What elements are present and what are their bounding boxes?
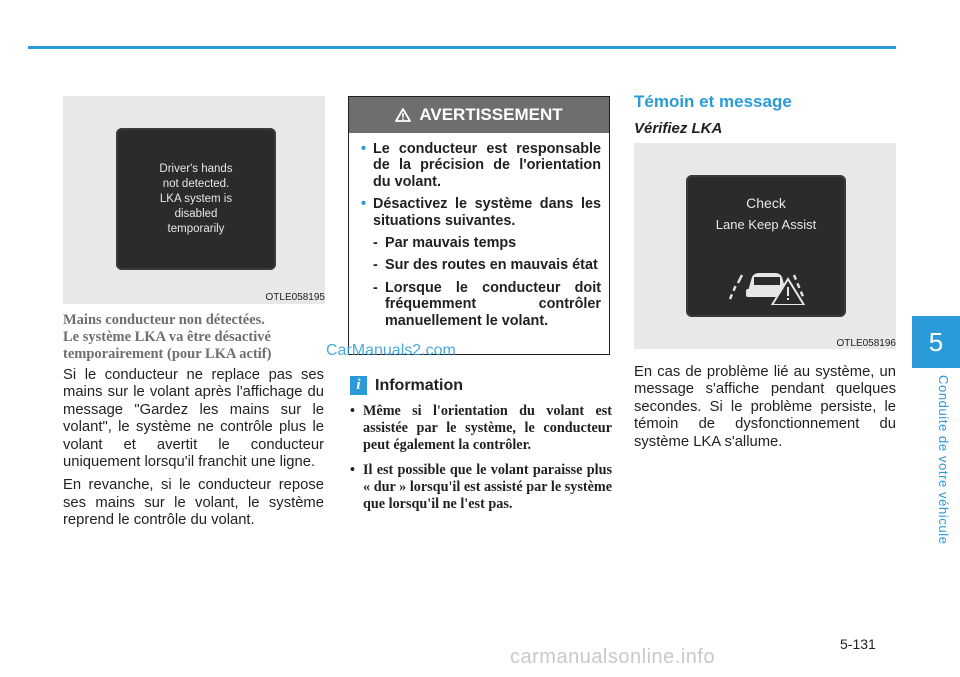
left-text-column <box>63 312 324 530</box>
warning-subitem: - Sur des routes en mauvais état <box>373 257 598 274</box>
heading-line: Le système LKA va être désactivé <box>63 329 271 345</box>
screen-line: Lane Keep Assist <box>715 217 817 232</box>
screen-line: Driver's hands <box>159 163 233 175</box>
right-description <box>634 364 896 451</box>
screen-line: temporarily <box>167 223 225 235</box>
warning-bullet: • Désactivez le système dans les situations suivantes. <box>361 196 601 229</box>
warning-box <box>348 96 610 355</box>
image-code: OTLE058196 <box>836 338 896 349</box>
warning-subitem: - Par mauvais temps <box>373 235 517 252</box>
warning-triangle-icon <box>395 108 411 122</box>
heading-line: Mains conducteur non détectées. <box>63 312 265 328</box>
paragraph: En cas de problème lié au système, un message s'affiche pendant quelques secondes. Si le problème persiste, le témoin de dysfonctionnement du système LKA s'allume. <box>634 364 896 450</box>
right-text-column <box>634 92 896 137</box>
information-box <box>350 376 612 513</box>
information-header <box>350 376 612 395</box>
chapter-tab: 5 <box>912 316 960 368</box>
watermark: carmanualsonline.info <box>510 646 716 668</box>
cluster-display <box>686 175 846 317</box>
info-icon: i <box>350 376 367 395</box>
warning-subitem: - Lorsque le conducteur doit fréquemment contrôler manuellement le volant. <box>373 279 601 329</box>
warning-bullet: • Le conducteur est responsable de la précision de l'orientation du volant. <box>361 141 601 190</box>
section-heading <box>63 312 324 363</box>
subsection-title: Vérifiez LKA <box>634 120 723 137</box>
warning-body <box>349 133 609 329</box>
screen-line: disabled <box>174 208 218 220</box>
lka-hands-image <box>63 96 325 304</box>
heading-line: temporairement (pour LKA actif) <box>63 346 272 362</box>
screen-line: not detected. <box>162 178 230 190</box>
watermark: CarManuals2.com <box>326 342 456 359</box>
warning-title: AVERTISSEMENT <box>419 105 563 124</box>
screen-line: LKA system is <box>159 193 233 205</box>
page-number: 5-131 <box>840 636 876 652</box>
check-lka-image <box>634 143 896 349</box>
cluster-display <box>116 128 276 270</box>
section-title: Témoin et message <box>634 92 792 111</box>
information-bullet: • Il est possible que le volant paraisse plus « dur » lorsqu'il est assisté par le système que lorsqu'il ne l'est pas. <box>350 462 612 513</box>
header-rule <box>28 46 896 49</box>
image-code: OTLE058195 <box>265 292 325 303</box>
paragraph: Si le conducteur ne replace pas ses mains sur le volant après l'affichage du message "Gardez les mains sur le volant", le système ne contrôle plus le volant et avertit le conducteur uniquement lorsqu'il franchit une ligne. <box>63 367 324 471</box>
lane-keep-warning-icon <box>724 255 814 305</box>
screen-line: Check <box>746 195 786 211</box>
information-title: Information <box>375 376 463 394</box>
chapter-title: Conduite de votre véhicule <box>936 375 951 545</box>
paragraph: En revanche, si le conducteur repose ses mains sur le volant, le système reprend le contrôle du volant. <box>63 477 324 529</box>
information-bullet: • Même si l'orientation du volant est assistée par le système, le conducteur peut également la contrôler. <box>350 403 612 454</box>
warning-header <box>349 97 609 133</box>
